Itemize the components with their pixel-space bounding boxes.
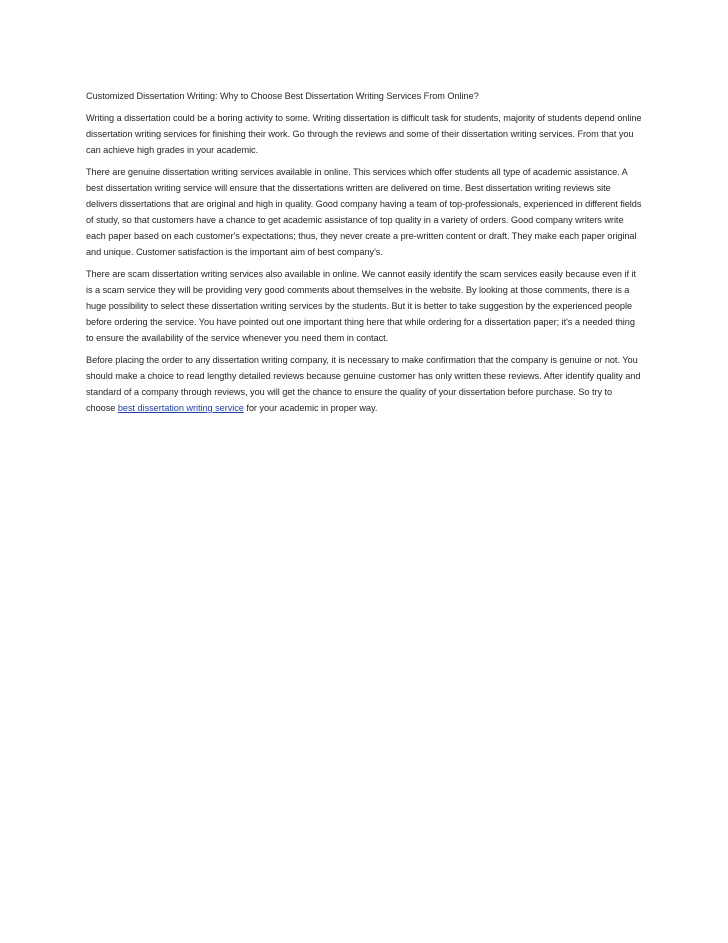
conclusion-text-before-link: Before placing the order to any dissertation writing company, it is necessary to make confirmation that the company is genuine or not. You should make a choice to read lengthy detailed reviews because genuine customer has only written these reviews. After identify quality and standard of a company through reviews, you will get the chance to ensure the quality of your dissertation before purchase. So try to choose [86, 355, 641, 413]
document-title: Customized Dissertation Writing: Why to Choose Best Dissertation Writing Services From Online? [86, 91, 479, 101]
document-body [86, 88, 642, 422]
paragraph-genuine-services: There are genuine dissertation writing services available in online. This services which offer students all type of academic assistance. A best dissertation writing service will ensure that the dissertations written are delivered on time. Best dissertation writing reviews site delivers dissertations that are original and high in quality. Good company having a team of top-professionals, experienced in different fields of study, so that customers have a chance to get academic assistance of top quality in a variety of orders. Good company writers write each paper based on each customer's expectations; thus, they never create a pre-written content or draft. They make each paper original and unique. Customer satisfaction is the important aim of best company's. [86, 167, 642, 257]
best-dissertation-writing-service-link[interactable]: best dissertation writing service [117, 403, 244, 413]
paragraph-scam-services: There are scam dissertation writing services also available in online. We cannot easily identify the scam services easily because even if it is a scam service they will be providing very good comments about themselves in the website. By looking at those comments, there is a huge possibility to select these dissertation writing services by the students. But it is better to take suggestion by the experienced people before ordering the service. You have pointed out one important thing here that while ordering for a dissertation paper; it's a needed thing to ensure the availability of the service whenever you need them in contact. [86, 269, 636, 343]
conclusion-text-after-link: for your academic in proper way. [243, 403, 378, 413]
paragraph-conclusion [86, 352, 642, 416]
paragraph-intro: Writing a dissertation could be a boring activity to some. Writing dissertation is difficult task for students, majority of students depend online dissertation writing services for finishing their work. Go through the reviews and some of their dissertation writing services. From that you can achieve high grades in your academic. [86, 113, 642, 155]
